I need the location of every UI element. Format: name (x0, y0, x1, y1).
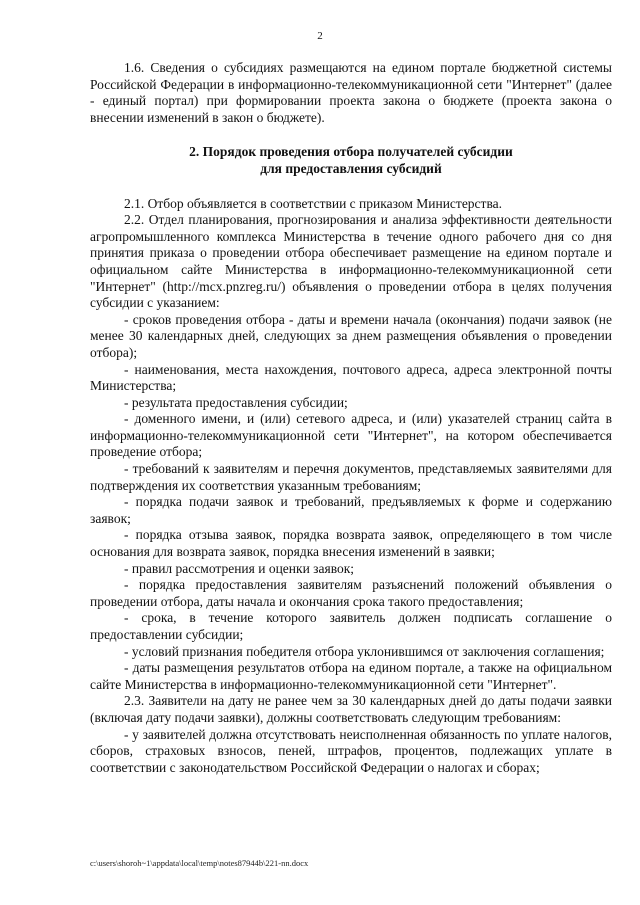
list-item: - порядка подачи заявок и требований, предъявляемых к форме и содержанию заявок; (90, 494, 612, 526)
paragraph-2-1: 2.1. Отбор объявляется в соответствии с приказом Министерства. (124, 195, 503, 211)
section-heading-line-1: 2. Порядок проведения отбора получателей субсидии (189, 144, 513, 160)
section-heading (90, 144, 612, 177)
paragraph-1-6: 1.6. Сведения о субсидиях размещаются на едином портале бюджетной системы Российской Федерации в информационно-телекоммуникационной сети "Интернет" (далее - единый портал) при формировании проекта закона о бюджете (проекта закона о внесении изменений в закон о бюджете). (90, 60, 612, 125)
list-2-2 (90, 312, 612, 694)
paragraph-2-2: 2.2. Отдел планирования, прогнозирования и анализа эффективности деятельности агропромышленного комплекса Министерства в течение одного рабочего дня со дня принятия приказа о проведении отбора обеспечивает размещение на едином портале и официальном сайте Министерства в информационно-телекоммуникационной сети "Интернет" (http://mcx.pnzreg.ru/) объявления о проведении отбора в целях получения субсидии с указанием: (90, 212, 612, 311)
list-item: - правил рассмотрения и оценки заявок; (124, 560, 355, 576)
footer-file-path: c:\users\shoroh~1\appdata\local\temp\notes87944b\221-nn.docx (90, 858, 309, 868)
list-item: - даты размещения результатов отбора на едином портале, а также на официальном сайте Министерства в информационно-телекоммуникационной сети "Интернет". (90, 660, 612, 692)
list-item: - наименования, места нахождения, почтового адреса, адреса электронной почты Министерства; (90, 361, 612, 394)
list-item: - сроков проведения отбора - даты и времени начала (окончания) подачи заявок (не менее 30 календарных дней, следующих за днем размещения объявления о проведении отбора); (90, 311, 612, 360)
list-item: - срока, в течение которого заявитель должен подписать соглашение о предоставлении субсидии; (90, 610, 612, 642)
paragraph-2-3: 2.3. Заявители на дату не ранее чем за 30 календарных дней до даты подачи заявки (включая дату подачи заявки), должны соответствовать следующим требованиям: (90, 693, 612, 725)
list-item: - результата предоставления субсидии; (124, 394, 348, 410)
section-heading-line-2: для предоставления субсидий (260, 160, 442, 176)
list-item: - у заявителей должна отсутствовать неисполненная обязанность по уплате налогов, сборов, страховых взносов, пеней, штрафов, процентов, подлежащих уплате в соответствии с законодательством Российской Федерации о налогах и сборах; (90, 726, 612, 775)
list-item: - условий признания победителя отбора уклонившимся от заключения соглашения; (124, 643, 605, 659)
document-body (90, 60, 612, 776)
list-item: - доменного имени, и (или) сетевого адреса, и (или) указателей страниц сайта в информационно-телекоммуникационной сети "Интернет", на котором обеспечивается проведение отбора; (90, 411, 612, 460)
list-item: - требований к заявителям и перечня документов, представляемых заявителями для подтверждения их соответствия указанным требованиям; (90, 461, 612, 493)
list-item: - порядка предоставления заявителям разъяснений положений объявления о проведении отбора, даты начала и окончания срока такого предоставления; (90, 577, 612, 609)
page-number: 2 (317, 30, 323, 42)
list-item: - порядка отзыва заявок, порядка возврата заявок, определяющего в том числе основания для возврата заявок, порядка внесения изменений в заявки; (90, 527, 612, 560)
list-2-3 (90, 727, 612, 777)
